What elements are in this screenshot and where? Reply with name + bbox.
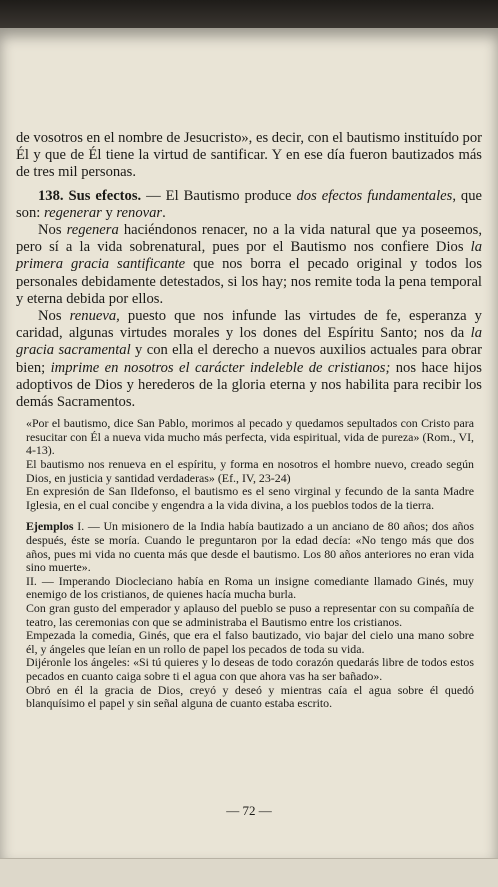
renueva-character: imprime en nosotros el carácter indeleble de cristianos;	[50, 359, 391, 376]
section-period: .	[162, 204, 166, 221]
renueva-a: Nos	[38, 308, 70, 325]
section-lead-italic: dos efectos fundamentales	[296, 187, 453, 204]
quote-paragraph: En expresión de San Ildefonso, el bautismo es el seno virginal y fecundo de la santa Madre Iglesia, en el cual concibe y engendra a la vida divina, a los pueblos todos de la tierra.	[26, 484, 474, 512]
regenera-grace: la primera gracia santificante	[16, 239, 482, 273]
renueva-term: renueva,	[69, 308, 120, 325]
intro-paragraph: de vosotros en el nombre de Jesucristo», es decir, con el bautismo instituído por Él y que de Él tiene la virtud de santificar. Y en ese día fueron bautizados más de tres mil personas.	[16, 130, 482, 181]
book-gutter-top	[0, 0, 498, 28]
example-2-line: Dijéronle los ángeles: «Si tú quieres y lo deseas de todo corazón quedarás libre de todos estos pecados en cuanto caiga sobre ti el agua con que ahora vas ha ser bañado».	[26, 655, 474, 683]
renueva-g: nos hace hijos adoptivos de Dios y herederos de la gloria eterna y nos habilita para recibir los demás Sacramentos.	[16, 359, 482, 411]
section-title: Sus efectos.	[68, 187, 142, 204]
section-heading-paragraph	[16, 188, 482, 222]
example-2-line: Empezada la comedia, Ginés, que era el falso bautizado, vio bajar del cielo una mano sobre él, y ángeles que leían en un rollo de papel los pecados de toda su vida.	[26, 628, 474, 656]
renueva-e: y con ella el derecho a nuevos auxilios actuales para obrar bien;	[16, 342, 482, 376]
term-regenerar: regenerar	[43, 204, 102, 221]
section-number: 138.	[38, 187, 64, 204]
example-2-line: Con gran gusto del emperador y aplauso del pueblo se puso a representar con su compañía de teatro, las ceremonias con que se administraba el Bautismo entre los cristianos.	[26, 600, 474, 629]
renueva-paragraph	[16, 308, 482, 411]
quote-paragraph: «Por el bautismo, dice San Pablo, morimos al pecado y quedamos sepultados con Cristo para resucitar con Él a nueva vida mucho más perfecta, vida espiritual, vida de pureza» (Rom., VI, 4-13).	[26, 416, 474, 458]
section-conjunction: y	[101, 204, 117, 221]
term-renovar: renovar	[116, 204, 163, 221]
section-lead-after: , que son:	[16, 187, 482, 221]
regenera-term: regenera	[66, 222, 119, 239]
example-1-text: I. — Un misionero de la India había bautizado a un anciano de 80 años; dos años después, éste se moría. Cuando le preguntaron por la edad decía: «No tengo más que dos años, pues mi vida no cuenta más que desde el bautismo. Los 80 años anteriores no eran vida sino muerte».	[26, 519, 474, 575]
regenera-e: que nos borra el pecado original y todos los personales debidamente detestados, si los hay; nos remite toda la pena temporal y eterna debida por ellos.	[16, 256, 482, 307]
page-body	[16, 130, 482, 711]
renueva-sacramental: la gracia sacramental	[16, 325, 482, 359]
regenera-a: Nos	[38, 222, 67, 239]
examples-label: Ejemplos	[26, 519, 74, 534]
section-lead-text: — El Bautismo produce	[141, 187, 297, 204]
page-below-edge	[0, 858, 498, 887]
example-1-paragraph	[26, 520, 474, 574]
renueva-c: puesto que nos infunde las virtudes de fe, esperanza y caridad, algunas virtudes morales y los dones del Espíritu Santo; nos da	[16, 308, 482, 342]
quote-paragraph: El bautismo nos renueva en el espíritu, y forma en nosotros el hombre nuevo, creado según Dios, en justicia y santidad verdaderas» (Ef., IV, 23-24)	[26, 457, 474, 485]
page-number: — 72 —	[226, 803, 272, 818]
regenera-c: haciéndonos renacer, no a la vida natural que ya poseemos, pero sí a la vida sobrenatural, pues por el Bautismo nos confiere Dios	[16, 222, 483, 256]
example-2-line: Obró en él la gracia de Dios, creyó y deseó y mientras caía el agua sobre él quedó blanquísimo el papel y sin señal alguna de cuanto estaba escrito.	[26, 682, 474, 711]
regenera-paragraph	[16, 222, 482, 308]
example-2-line: II. — Imperando Diocleciano había en Roma un insigne comediante llamado Ginés, muy enemigo de los cristianos, de quienes hacía mucha burla.	[26, 573, 474, 602]
